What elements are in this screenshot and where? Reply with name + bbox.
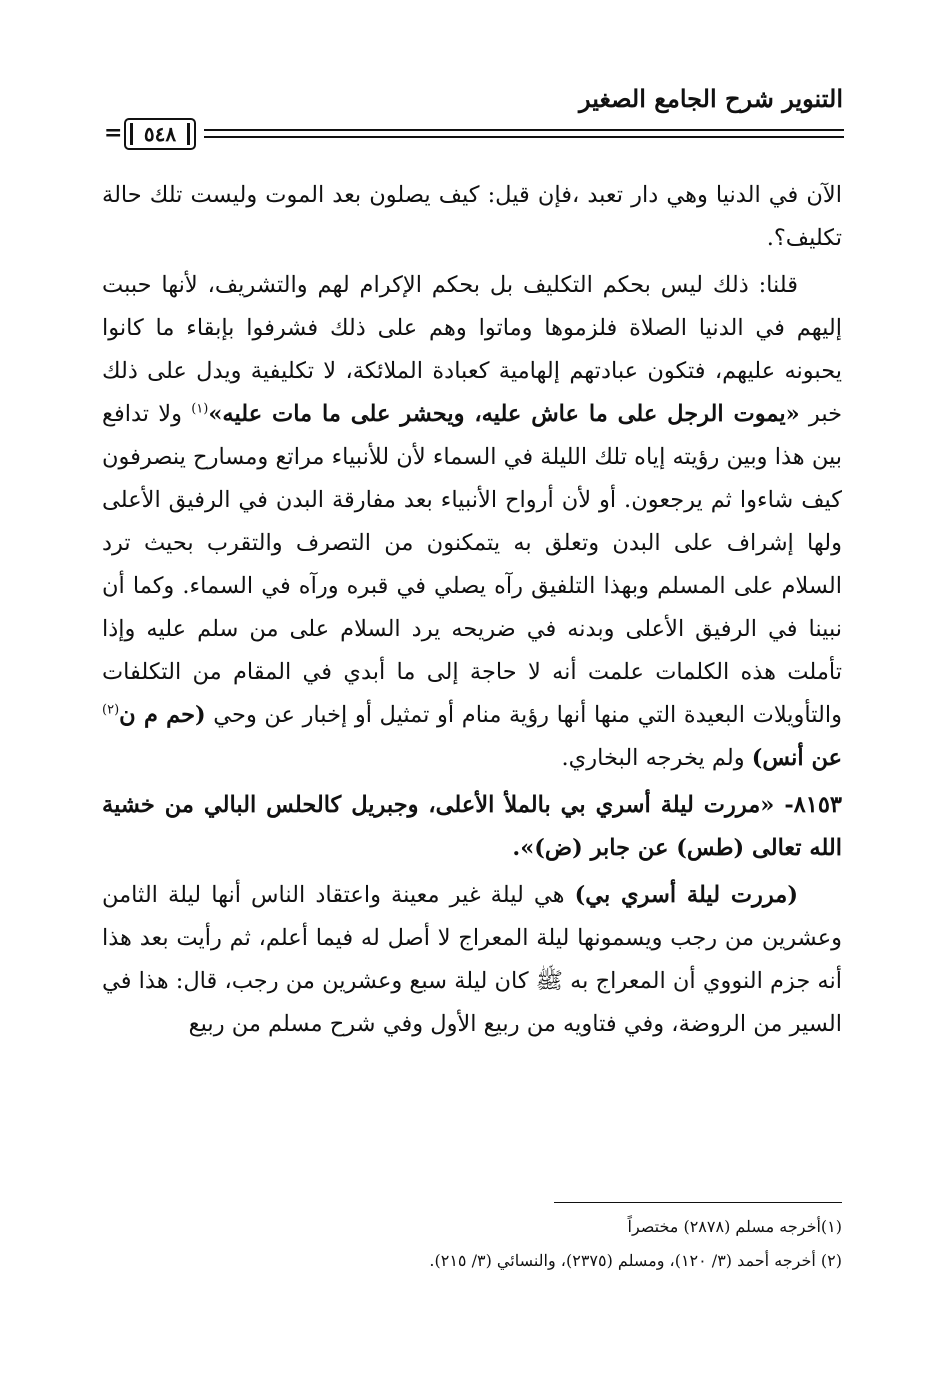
paragraph-answer xyxy=(102,264,842,780)
continuation-mark: = xyxy=(104,120,123,146)
answer-text-b: ولا تدافع بين هذا وبين رؤيته إياه تلك الليلة في السماء لأن للأنبياء مراتع ومسارح ينصرفون كيف شاءوا ثم يرجعون. أو لأن أرواح الأنبياء بعد مفارقة البدن في الرفيق الأعلى ولها إشراف على البدن وتعلق به يتمكنون من التصرف والتقرب بحيث ترد السلام على المسلم وبهذا التلفيق رآه يصلي في قبره ورآه في السماء. وكما أن نبينا في الرفيق الأعلى وبدنه في ضريحه يرد السلام على من سلم عليه وإذا تأملت هذه الكلمات علمت أنه لا حاجة إلى ما أبدي في المقام من التكلفات والتأويلات البعيدة التي منها أنها رؤية منام أو تمثيل أو إخبار عن وحي xyxy=(102,401,842,728)
hadith-number: ٨١٥٣- xyxy=(784,792,842,818)
source-abbrev: (حم م ن xyxy=(119,702,206,728)
running-header-title: التنوير شرح الجامع الصغير xyxy=(579,84,843,113)
page-number-box xyxy=(124,118,196,150)
hadith-quote: «يموت الرجل على ما عاش عليه، ويحشر على ما مات عليه» xyxy=(208,401,800,427)
hadith-entry xyxy=(102,784,842,870)
source-narrator: عن أنس) xyxy=(751,745,842,771)
answer-text-c: ولم يخرجه البخاري. xyxy=(561,745,752,771)
header-rule xyxy=(104,118,844,158)
paragraph-continuation: الآن في الدنيا وهي دار تعبد ،فإن قيل: كيف يصلون بعد الموت وليست تلك حالة تكليف؟. xyxy=(102,182,842,251)
header-rule-line-top xyxy=(204,129,844,131)
header-rule-line-bottom xyxy=(204,136,844,138)
footnote-2: (٢) أخرجه أحمد (٣/ ١٢٠)، ومسلم (٢٣٧٥)، والنسائي (٣/ ٢١٥). xyxy=(429,1251,842,1270)
paragraph-commentary xyxy=(102,874,842,1046)
footnote-separator xyxy=(554,1202,842,1203)
footnote-ref-1: (١) xyxy=(191,401,209,417)
footnotes xyxy=(102,1210,842,1278)
hadith-text: «مررت ليلة أسري بي بالملأ الأعلى، وجبريل كالحلس البالي من خشية الله تعالى (طس) عن جابر (ض)». xyxy=(102,792,842,861)
main-text xyxy=(102,174,842,1050)
answer-text-a: قلنا: ذلك ليس بحكم التكليف بل بحكم الإكرام لهم والتشريف، لأنها حببت إليهم في الدنيا الصلاة فلزموها وماتوا وهم على ذلك فشرفوا بإبقاء ما كانوا يحبونه عليهم، فتكون عبادتهم إلهامية كعبادة الملائكة، لا تكليفية ويدل على ذلك خبر xyxy=(102,272,843,427)
footnote-ref-2: (٢) xyxy=(102,702,120,718)
page-number: ٥٤٨ xyxy=(143,122,177,146)
commentary-text: هي ليلة غير معينة واعتقاد الناس أنها ليلة الثامن وعشرين من رجب ويسمونها ليلة المعراج لا أصل له فيما أعلم، ثم رأيت بعد هذا أنه جزم النووي أن المعراج به ﷺ كان ليلة سبع وعشرين من رجب، قال: هذا في السير من الروضة، وفي فتاويه من ربيع الأول وفي شرح مسلم من ربيع xyxy=(102,882,842,1037)
footnote-1: (١)أخرجه مسلم (٢٨٧٨) مختصراً xyxy=(627,1217,842,1236)
commentary-lemma: (مررت ليلة أسري بي) xyxy=(574,882,798,908)
